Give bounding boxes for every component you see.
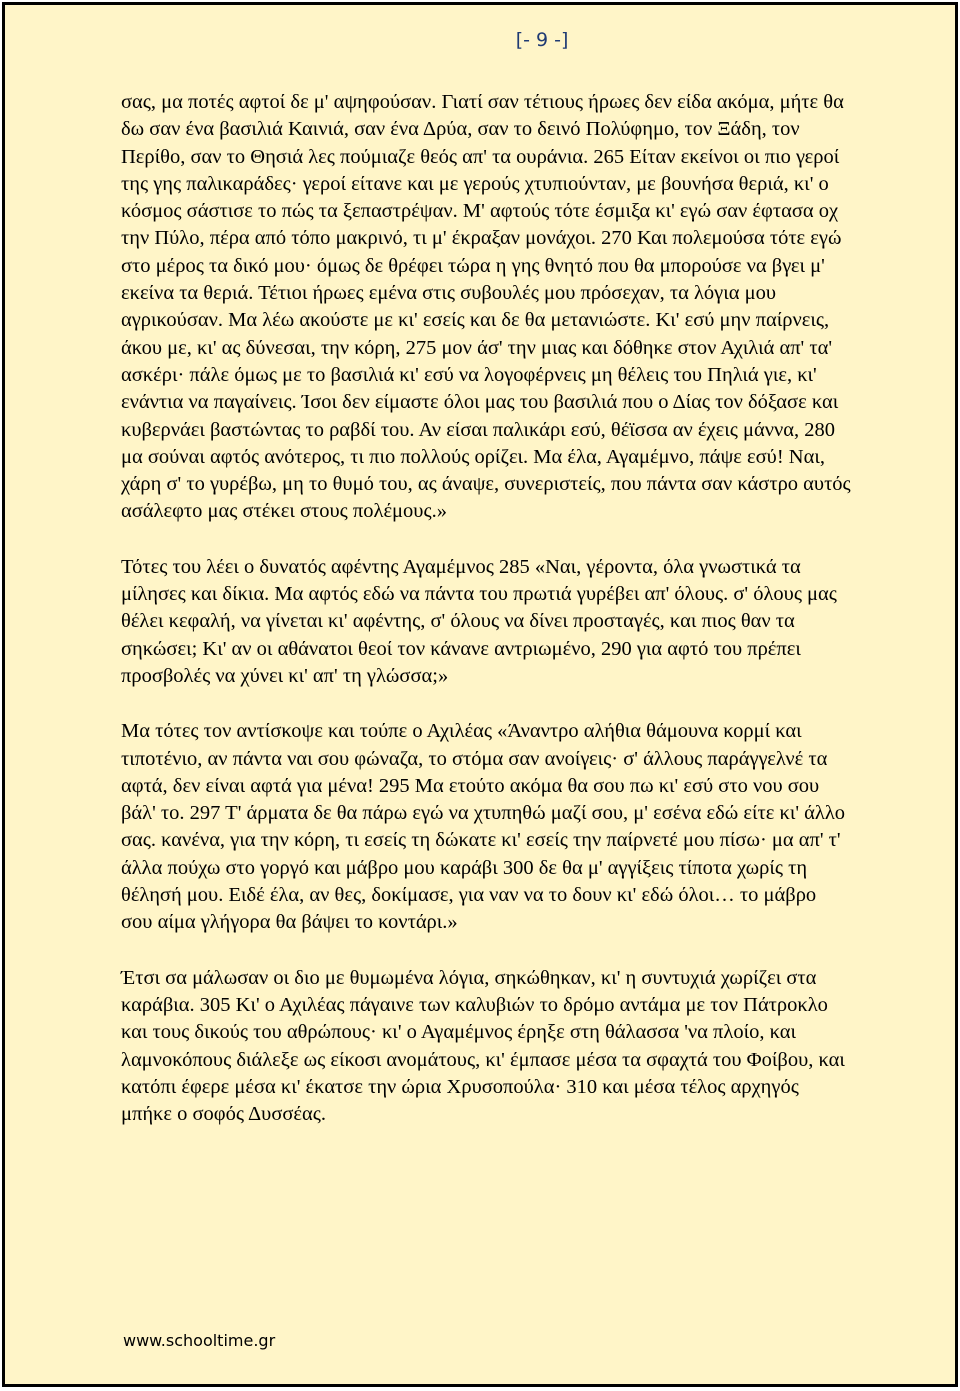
paragraph: Έτσι σα μάλωσαν οι διο με θυμωμένα λόγια, σηκώθηκαν, κι' η συντυχιά χωρίζει στα καράβια. 305 Κι' ο Αχιλέας πάγαινε των καλυβιών το δρόμο αντάμα με τον Πάτροκλο και τους δικούς του αθρώπους· κι' ο Αγαμέμνος έρηξε στη θάλασσα 'να πλοίο, και λαμνοκόπους διάλεξε ως είκοσι ανομάτους, κι' έμπασε μέσα τα σφαχτά του Φοίβου, και κατόπι έφερε μέσα κι' έκατσε την ώρια Χρυσοπούλα· 310 και μέσα τέλος αρχηγός μπήκε ο σοφός Δυσσέας.	[121, 966, 845, 1126]
body-text	[121, 89, 851, 1156]
paragraph: Τότες του λέει ο δυνατός αφέντης Αγαμέμνος 285 «Ναι, γέροντα, όλα γνωστικά τα μίλησες και δίκια. Μα αφτός εδώ να πάντα του πρωτιά γυρέβει απ' όλους. σ' όλους μας θέλει κεφαλή, να γίνεται κι' αφέντης, σ' όλους να δίνει προσταγές, και πιος θαν τα σηκώσει; Κι' αν οι αθάνατοι θεοί τον κάνανε αντριωμένο, 290 για αφτό του πρέπει προσβολές να χύνει κι' απ' τη γλώσσα;»	[121, 555, 837, 687]
paragraph: σας, μα ποτές αφτοί δε μ' αψηφούσαν. Γιατί σαν τέτιους ήρωες δεν είδα ακόμα, μήτε θα δω σαν ένα βασιλιά Καινιά, σαν ένα Δρύα, σαν το δεινό Πολύφημο, τον Ξάδη, τον Περίθο, σαν το Θησιά λες πούμιαζε θεός απ' τα ουράνια. 265 Είταν εκείνοι οι πιο γεροί της γης παλικαράδες· γεροί είτανε και με γερούς χτυπιούνταν, με βουνήσα θεριά, κι' ο κόσμος σάστισε το πώς τα ξεπαστρέψαν. Μ' αφτούς τότε έσμιξα κι' εγώ σαν έφτασα οχ την Πύλο, πέρα από τόπο μακρινό, τι μ' έκραξαν μονάχοι. 270 Και πολεμούσα τότε εγώ στο μέρος τα δικό μου· όμως δε θρέφει τώρα η γης θνητό που θα μπορούσε να βγει μ' εκείνα τα θεριά. Τέτιοι ήρωες εμένα στις συβουλές μου πρόσεχαν, τα λόγια μου αγρικούσαν. Μα λέω ακούστε με κι' εσείς και δε θα μετανιώστε. Κι' εσύ μην παίρνεις, άκου με, κι' ας δύνεσαι, την κόρη, 275 μον άσ' την μιας και δόθηκε στον Αχιλιά απ' τα' ασκέρι· πάλε όμως με το βασιλιά κι' εσύ να λογοφέρνεις μη θέλεις του Πηλιά γιε, κι' ενάντια να παγαίνεις. Ίσοι δεν είμαστε όλοι μας του βασιλιά που ο Δίας τον δόξασε και κυβερνάει βαστώντας το ραβδί του. Αν είσαι παλικάρι εσύ, θέϊσσα αν έχεις μάννα, 280 μα σούναι αφτός ανότερος, τι πιο πολλούς ορίζει. Μα έλα, Αγαμέμνο, πάψε εσύ! Ναι, χάρη σ' το γυρέβω, μη το θυμό του, ας άναψε, συνεριστείς, που πάντα σαν κάστρο αυτός ασάλεφτο μας στέκει στους πολέμους.»	[121, 91, 851, 523]
page-number: [- 9 -]	[515, 29, 569, 51]
document-page	[2, 2, 958, 1387]
footer-website: www.schooltime.gr	[123, 1331, 276, 1350]
paragraph: Μα τότες τον αντίσκοψε και τούπε ο Αχιλέας «Άναντρο αλήθια θάμουνα κορμί και τιποτένιο, αν πάντα ναι σου φώναζα, το στόμα σαν ανοίγεις· σ' άλλους παράγγελνέ τα αφτά, δεν είναι αφτά για μένα! 295 Μα ετούτο ακόμα θα σου πω κι' εσύ στο νου σου βάλ' το. 297 Τ' άρματα δε θα πάρω εγώ να χτυπηθώ μαζί σου, μ' εσένα εδώ είτε κι' άλλο σας. κανένα, για την κόρη, τι εσείς τη δώκατε κι' εσείς την παίρνετέ μου πίσω· μα απ' τ' άλλα πούχω στο γοργό και μάβρο μου καράβι 300 δε θα μ' αγγίξεις τίποτα χωρίς τη θέλησή μου. Ειδέ έλα, αν θες, δοκίμασε, για ναν να το δουν κι' εδώ όλοι… το μάβρο σου αίμα γλήγορα θα βάψει το κοντάρι.»	[121, 720, 846, 934]
